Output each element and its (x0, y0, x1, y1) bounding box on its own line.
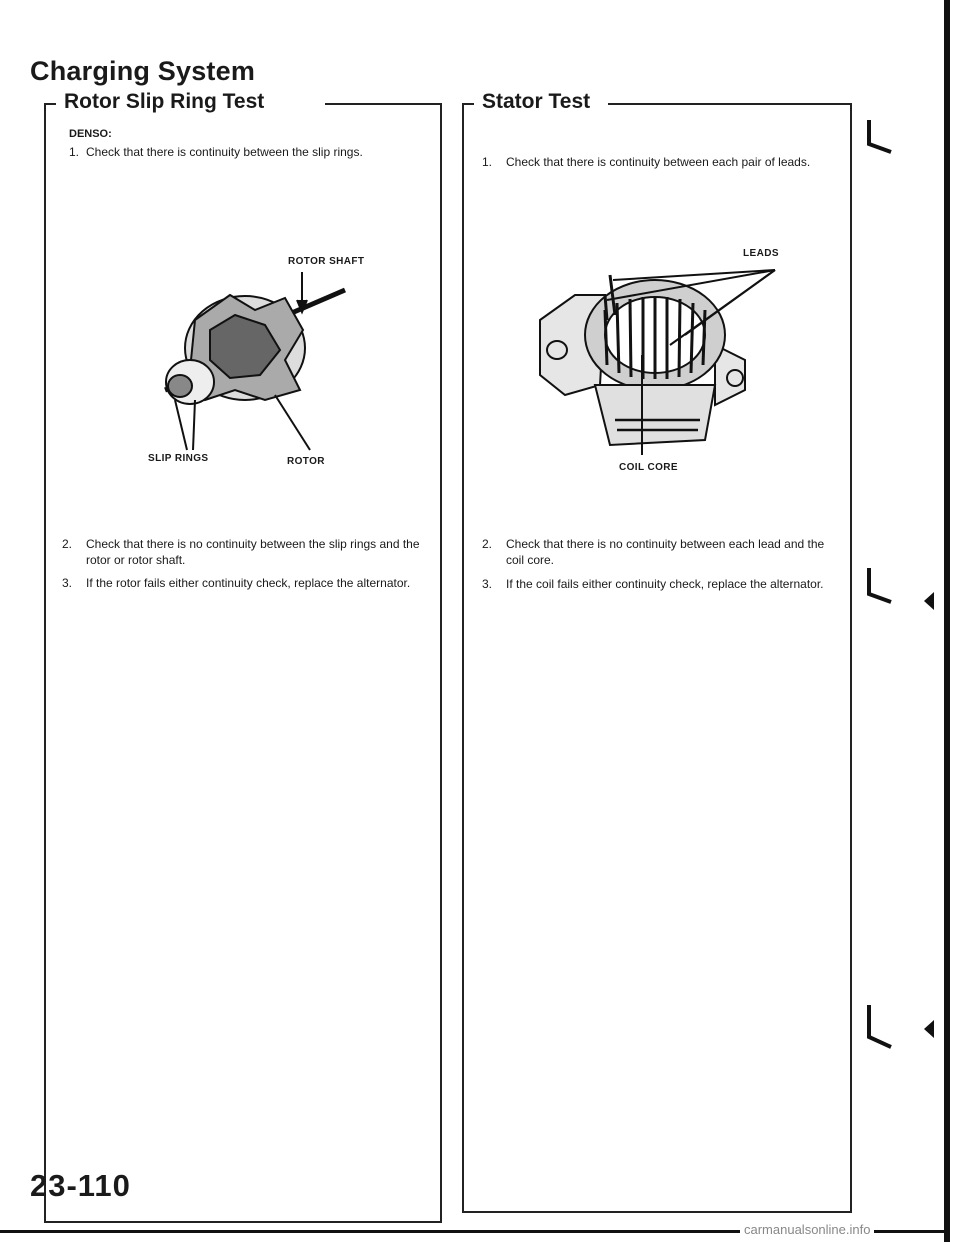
slip-rings-label: SLIP RINGS (148, 453, 209, 464)
brand-label: DENSO: (69, 128, 112, 140)
step-number: 3. (62, 576, 73, 590)
stator-illustration (535, 255, 785, 475)
rotor-shaft-label: ROTOR SHAFT (288, 256, 365, 267)
step-text: Check that there is no continuity between the slip rings and the rotor or rotor shaft. (86, 537, 420, 567)
step-number: 1. (482, 155, 493, 169)
page-number: 23-110 (30, 1168, 131, 1203)
watermark: carmanualsonline.info (740, 1222, 874, 1237)
step-text: Check that there is no continuity between each lead and the coil core. (506, 537, 825, 567)
tab-marker-2 (865, 568, 895, 604)
step-number: 3. (482, 577, 493, 591)
leads-label: LEADS (743, 248, 779, 259)
right-step-2 (482, 536, 840, 568)
arrow-marker-2 (922, 1020, 936, 1038)
right-step-1 (482, 154, 840, 170)
step-number: 2. (62, 537, 73, 551)
tab-marker-3 (865, 1005, 895, 1049)
right-section-title: Stator Test (474, 90, 598, 114)
step-number: 1. (69, 145, 80, 159)
arrow-marker-1 (922, 592, 936, 610)
right-step-3 (482, 576, 840, 592)
step-text: Check that there is continuity between each pair of leads. (506, 155, 811, 169)
step-number: 2. (482, 537, 493, 551)
right-edge-bar (944, 0, 950, 1242)
left-section-title: Rotor Slip Ring Test (56, 90, 272, 114)
left-step-1 (69, 144, 435, 160)
left-step-3 (62, 575, 430, 591)
rotor-label: ROTOR (287, 456, 325, 467)
step-text: If the rotor fails either continuity check, replace the alternator. (86, 576, 411, 590)
left-section-rule-right (325, 103, 440, 105)
step-text: If the coil fails either continuity check, replace the alternator. (506, 577, 824, 591)
right-section-rule-right (608, 103, 850, 105)
step-text: Check that there is continuity between the slip rings. (86, 145, 363, 159)
rotor-illustration (135, 250, 365, 470)
coil-core-label: COIL CORE (619, 462, 678, 473)
page-title: Charging System (30, 56, 256, 86)
left-step-2 (62, 536, 430, 568)
tab-marker-1 (865, 120, 895, 154)
